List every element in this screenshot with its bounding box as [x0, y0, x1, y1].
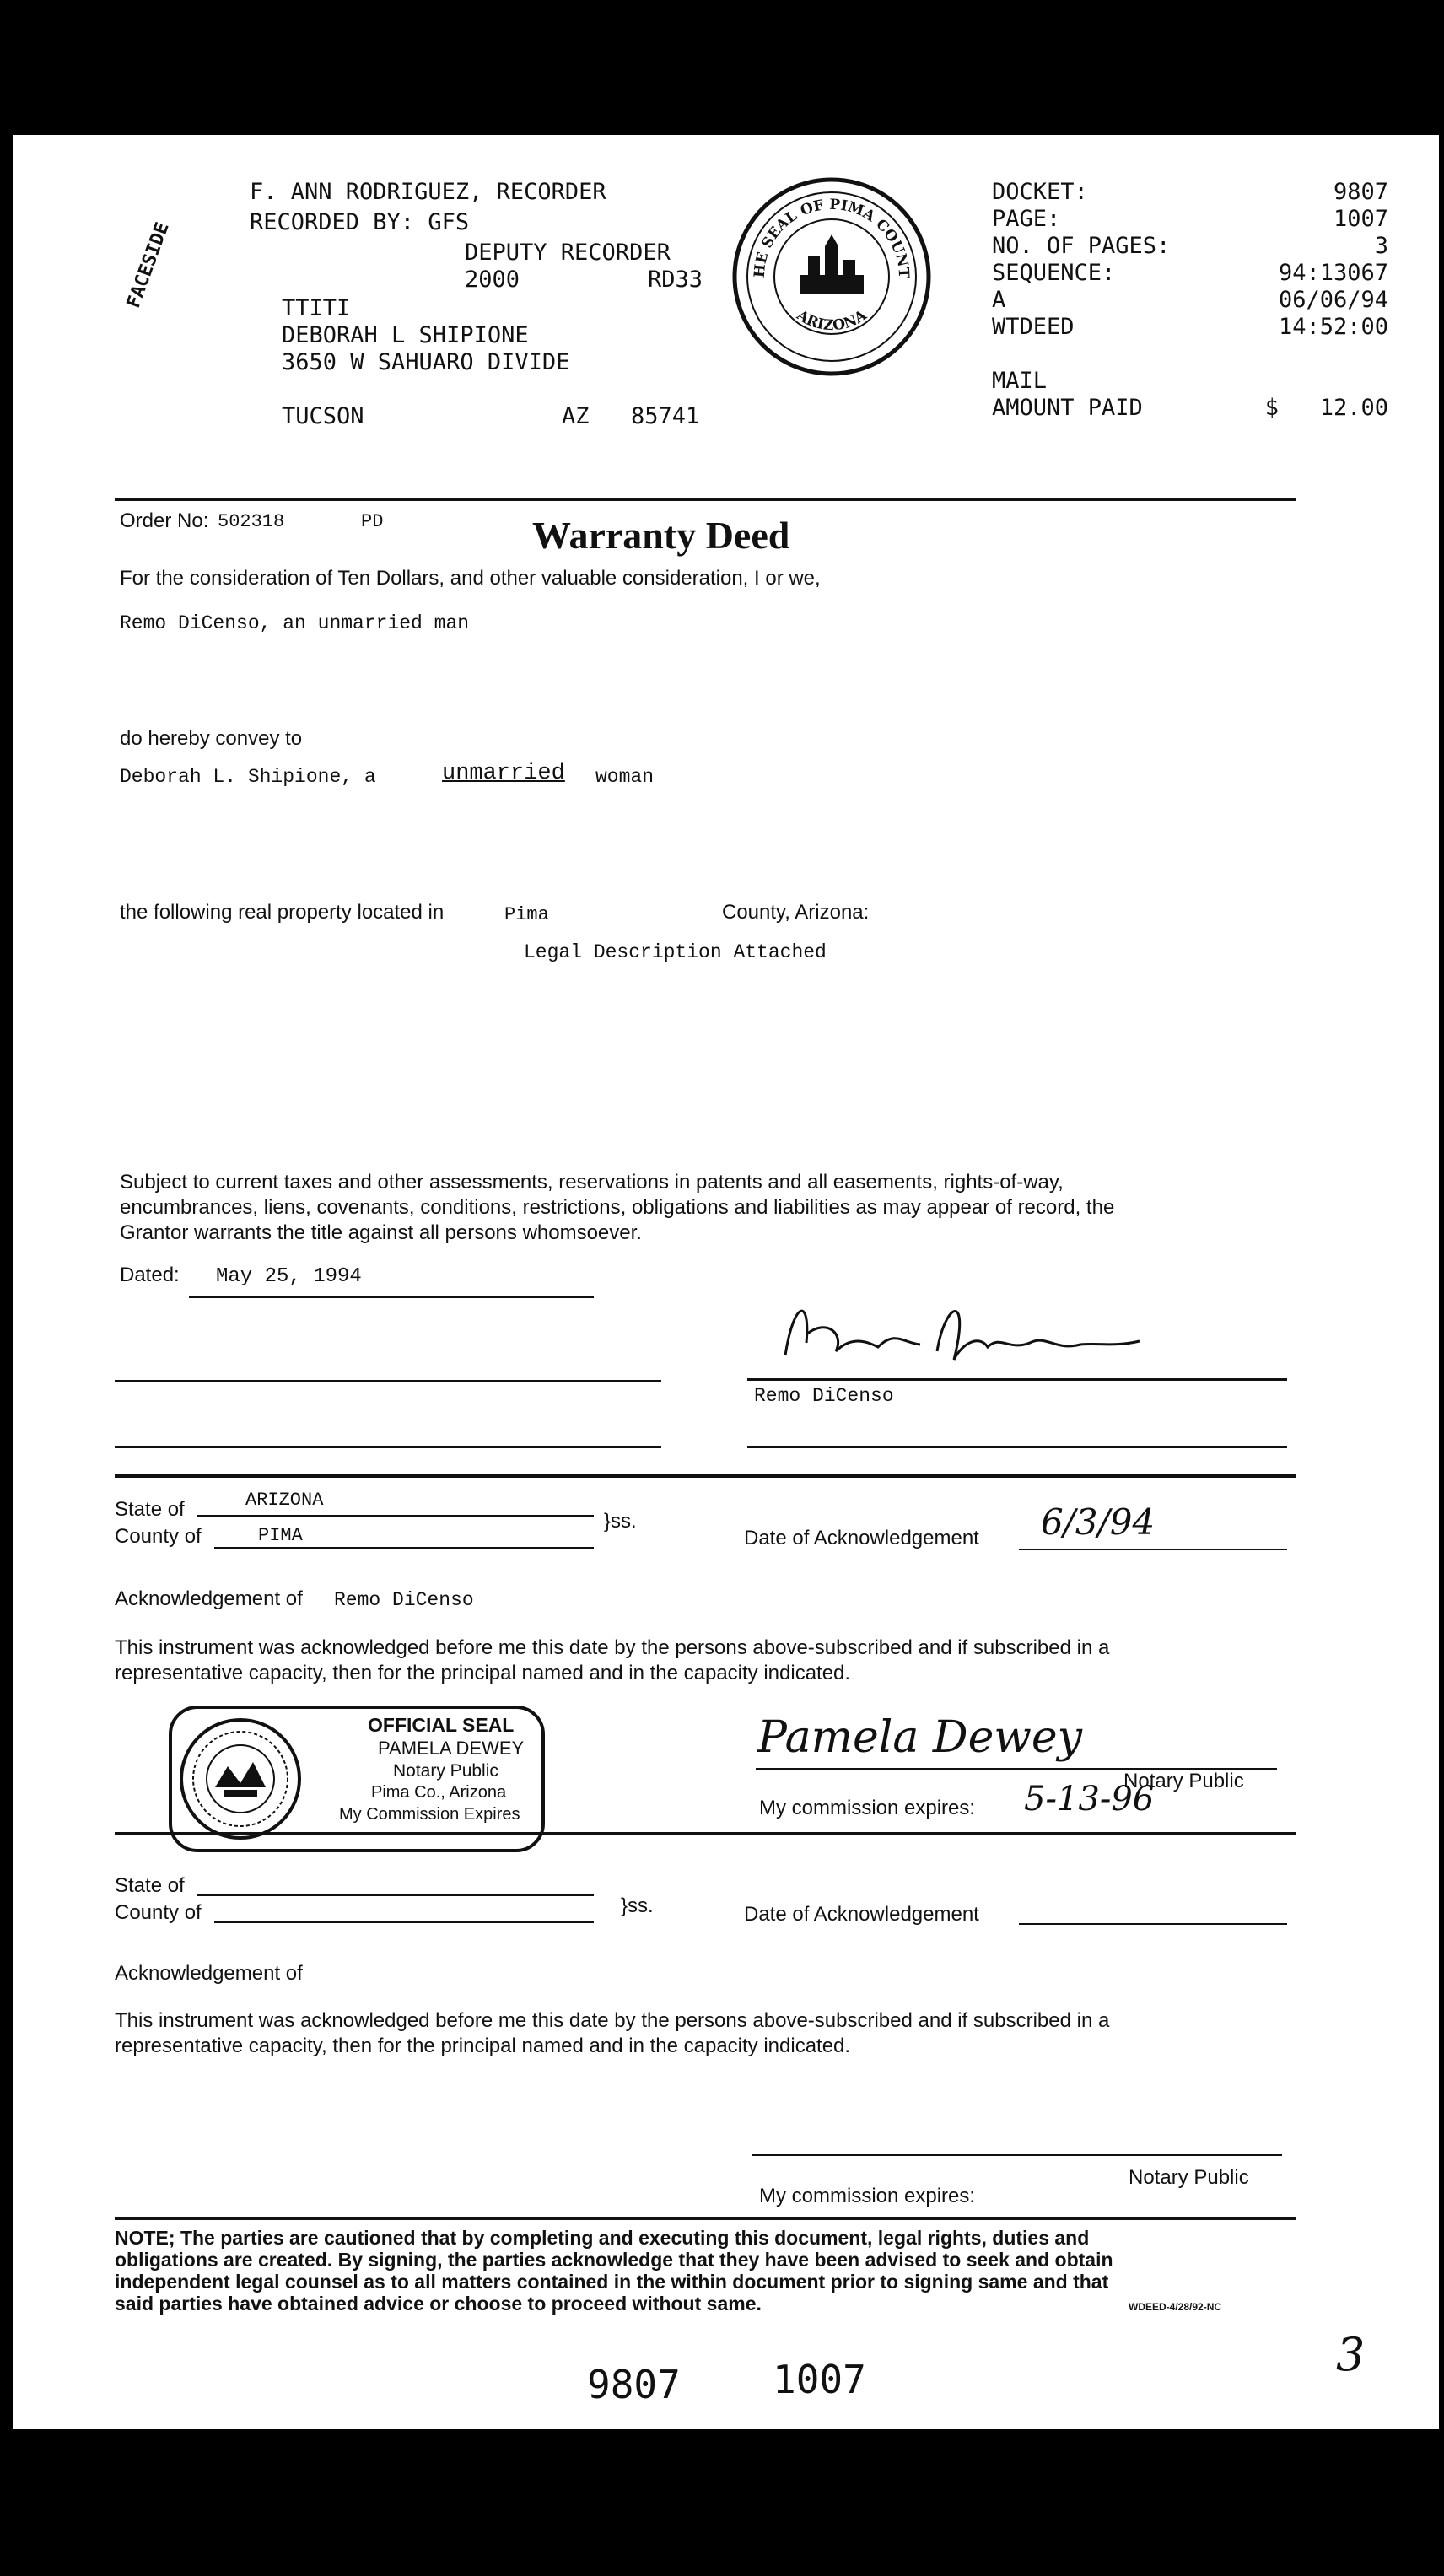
- handwritten-page-mark: 3: [1336, 2328, 1366, 2381]
- notary-stamp-line-1: OFFICIAL SEAL: [368, 1714, 515, 1736]
- ack2-date-line: [1019, 1923, 1287, 1925]
- grantee-marital-status: unmarried: [442, 761, 565, 786]
- address-state: AZ: [562, 403, 590, 429]
- ack1-county-line: [214, 1547, 594, 1549]
- note-line-3: independent legal counsel as to all matters contained in the within document prior to signing same and that: [115, 2271, 1109, 2293]
- notary-signature: Pamela Dewey: [757, 1712, 1083, 1763]
- ack2-of-label: Acknowledgement of: [115, 1962, 303, 1985]
- recorder-code-2: RD33: [648, 267, 703, 293]
- ack1-date-value: 6/3/94: [1041, 1501, 1156, 1543]
- recorded-time-value: 14:52:00: [1278, 314, 1388, 340]
- signature-line-left-1: [115, 1380, 661, 1382]
- wtdeed-label: WTDEED: [992, 314, 1075, 340]
- order-code: PD: [361, 511, 384, 532]
- property-state: County, Arizona:: [722, 901, 870, 924]
- signature-line-right-1: [747, 1378, 1287, 1381]
- address-zip: 85741: [631, 403, 700, 429]
- mail-label: MAIL: [992, 368, 1048, 394]
- notary-stamp-line-5: My Commission Expires: [339, 1805, 520, 1824]
- page-value: 1007: [1333, 206, 1388, 232]
- page-label: PAGE:: [992, 206, 1061, 232]
- dated-line: [189, 1296, 594, 1298]
- ack1-text-line-1: This instrument was acknowledged before me this date by the persons above-subscribed and if subscribed in a: [115, 1636, 1110, 1659]
- consideration-text: For the consideration of Ten Dollars, and other valuable consideration, I or we,: [120, 567, 821, 590]
- address-street: 3650 W SAHUARO DIVIDE: [282, 349, 570, 375]
- svg-text:THE SEAL OF PIMA COUNTY: [730, 175, 912, 279]
- ack1-text-line-2: representative capacity, then for the principal named and in the capacity indicated.: [115, 1662, 851, 1684]
- pages-label: NO. OF PAGES:: [992, 233, 1171, 259]
- recorded-by: RECORDED BY: GFS: [250, 209, 470, 235]
- legal-description: Legal Description Attached: [524, 941, 827, 963]
- recorder-code-1: 2000: [465, 267, 520, 293]
- note-line-4: said parties have obtained advice or choose to proceed without same.: [115, 2293, 762, 2315]
- address-code: TTITI: [282, 295, 351, 321]
- amount-paid-label: AMOUNT PAID: [992, 395, 1143, 421]
- ack1-state-label: State of: [115, 1498, 185, 1521]
- notary-stamp-line-3: Notary Public: [393, 1761, 498, 1781]
- docket-value: 9807: [1333, 179, 1388, 205]
- ack1-state-value: ARIZONA: [245, 1490, 324, 1511]
- dated-value: May 25, 1994: [216, 1265, 362, 1288]
- recorded-date-value: 06/06/94: [1278, 287, 1388, 313]
- order-number: 502318: [218, 511, 285, 532]
- signature-line-right-2: [747, 1446, 1287, 1448]
- ack1-date-line: [1019, 1549, 1287, 1550]
- sequence-value: 94:13067: [1278, 260, 1388, 286]
- ack1-commission-value: 5-13-96: [1024, 1780, 1155, 1819]
- ack2-state-label: State of: [115, 1874, 185, 1897]
- property-text: the following real property located in: [120, 901, 445, 924]
- svg-text:ARIZONA: [793, 306, 870, 334]
- header-divider: [115, 498, 1296, 501]
- a-label: A: [992, 287, 1006, 313]
- ack2-text-line-1: This instrument was acknowledged before me this date by the persons above-subscribed and if subscribed in a: [115, 2009, 1110, 2032]
- ack2-notary-label: Notary Public: [1129, 2166, 1249, 2189]
- grantor-name: Remo DiCenso: [754, 1385, 894, 1407]
- notary-stamp-line-2: PAMELA DEWEY: [378, 1738, 525, 1759]
- grantor-signature: [777, 1284, 1165, 1381]
- section-divider-1: [115, 1474, 1296, 1478]
- subject-line-3: Grantor warrants the title against all persons whomsoever.: [120, 1221, 642, 1244]
- address-city: TUCSON: [282, 403, 364, 429]
- subject-line-2: encumbrances, liens, covenants, conditions, restrictions, obligations and liabilities as may appear of record, the: [120, 1196, 1115, 1219]
- document-page: [13, 135, 1439, 2429]
- grantor-text: Remo DiCenso, an unmarried man: [120, 612, 470, 634]
- recorder-name: F. ANN RODRIGUEZ, RECORDER: [250, 179, 606, 205]
- signature-line-left-2: [115, 1446, 661, 1448]
- ack2-commission-label: My commission expires:: [759, 2185, 976, 2207]
- ack1-date-label: Date of Acknowledgement: [744, 1527, 979, 1549]
- section-divider-2: [115, 1832, 1296, 1835]
- ack1-county-label: County of: [115, 1525, 202, 1548]
- ack2-notary-line: [752, 2154, 1282, 2156]
- deputy-recorder: DEPUTY RECORDER: [465, 240, 671, 266]
- seal-bottom-text: ARIZONA: [793, 306, 870, 335]
- seal-top-text: HE SEAL OF PIMA COUNT: [751, 196, 913, 279]
- amount-paid-value: $ 12.00: [1264, 395, 1388, 421]
- faceside-stamp: FACESIDE: [123, 219, 174, 311]
- ack2-text-line-2: representative capacity, then for the principal named and in the capacity indicated.: [115, 2034, 851, 2057]
- ack1-ss: }ss.: [604, 1510, 637, 1533]
- ack1-state-line: [197, 1515, 594, 1517]
- ack1-of-value: Remo DiCenso: [334, 1589, 474, 1611]
- state-seal-icon: [177, 1716, 304, 1842]
- order-label: Order No:: [120, 509, 209, 532]
- ack2-date-label: Date of Acknowledgement: [744, 1903, 979, 1926]
- property-county: Pima: [504, 904, 549, 925]
- pages-value: 3: [1374, 233, 1388, 259]
- ack1-commission-label: My commission expires:: [759, 1797, 976, 1819]
- ack1-notary-label: Notary Public: [1123, 1770, 1244, 1792]
- sequence-label: SEQUENCE:: [992, 260, 1116, 286]
- footer-docket: 9807: [587, 2362, 681, 2407]
- note-line-1: NOTE; The parties are cautioned that by completing and executing this document, legal rights, duties and: [115, 2227, 1090, 2249]
- county-seal: [730, 175, 933, 378]
- ack2-county-label: County of: [115, 1901, 202, 1924]
- section-divider-3: [115, 2217, 1296, 2220]
- notary-stamp-line-4: Pima Co., Arizona: [371, 1783, 507, 1802]
- footer-page: 1007: [773, 2357, 866, 2402]
- ack2-ss: }ss.: [621, 1894, 654, 1917]
- ack1-county-value: PIMA: [258, 1525, 303, 1546]
- grantee-prefix: Deborah L. Shipione, a: [120, 766, 376, 788]
- address-name: DEBORAH L SHIPIONE: [282, 322, 529, 348]
- notary-stamp: [169, 1706, 545, 1852]
- form-code: WDEED-4/28/92-NC: [1129, 2301, 1222, 2313]
- page-title: Warranty Deed: [532, 514, 790, 557]
- note-line-2: obligations are created. By signing, the parties acknowledge that they have been advised to seek and obtain: [115, 2249, 1113, 2271]
- dated-label: Dated:: [120, 1264, 180, 1286]
- ack2-state-line: [197, 1894, 594, 1896]
- subject-line-1: Subject to current taxes and other assessments, reservations in patents and all easements, rights-of-way,: [120, 1171, 1064, 1194]
- ack1-of-label: Acknowledgement of: [115, 1587, 303, 1610]
- ack2-county-line: [214, 1921, 594, 1923]
- grantee-suffix: woman: [595, 766, 655, 788]
- docket-label: DOCKET:: [992, 179, 1088, 205]
- convey-text: do hereby convey to: [120, 727, 303, 750]
